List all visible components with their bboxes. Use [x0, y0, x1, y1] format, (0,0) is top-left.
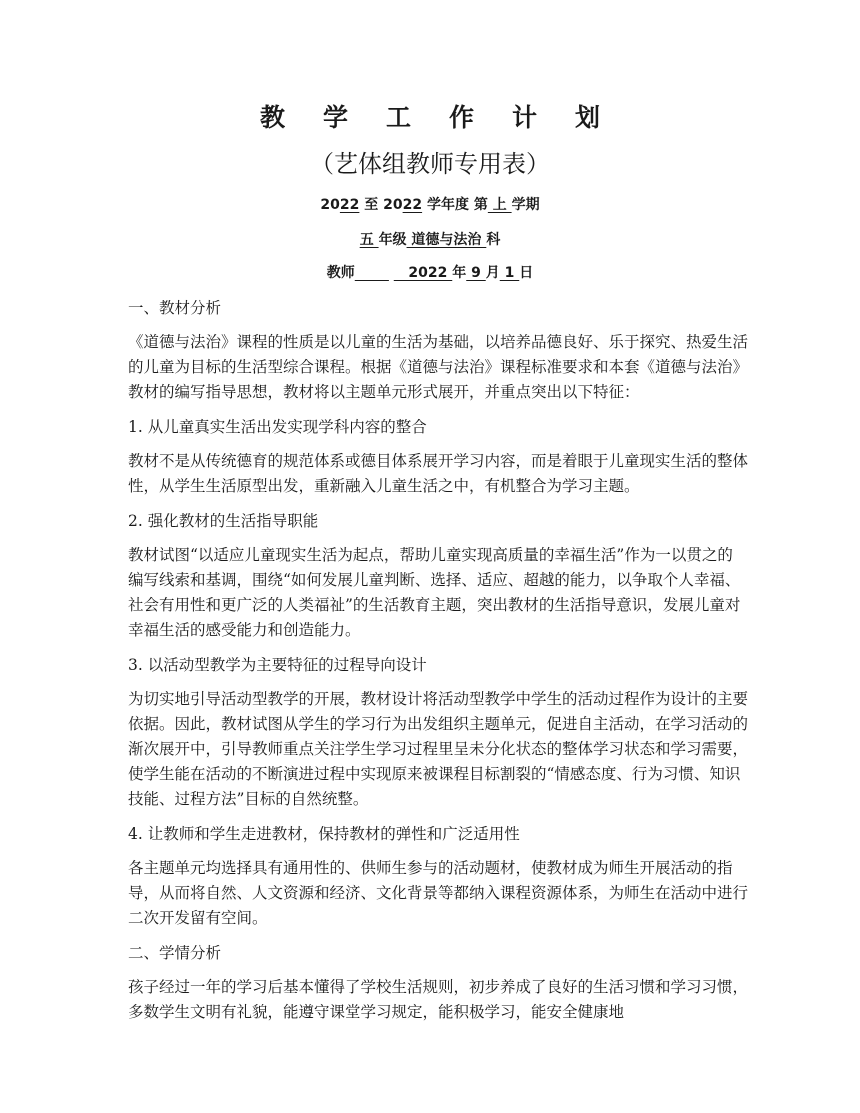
- year-start-prefix: 20: [320, 197, 340, 213]
- paragraph: 教材试图“以适应儿童现实生活为起点，帮助儿童实现高质量的幸福生活”作为一以贯之的编写线索和基调，围绕“如何发展儿童判断、选择、适应、超越的能力，以争取个人幸福、社会有用性和更广泛的人类福祉”的生活教育主题，突出教材的生活指导意识，发展儿童对幸福生活的感受能力和创造能力。: [128, 546, 741, 639]
- grade-subject-line: [0, 230, 860, 250]
- subject-label: 科: [486, 232, 501, 248]
- school-year-label: 学年度 第: [422, 197, 488, 213]
- school-year-line: [0, 195, 860, 215]
- teacher-blank: [355, 265, 389, 281]
- year-label: 年: [452, 265, 467, 281]
- grade-value: 五: [359, 232, 379, 248]
- term-value: 上: [487, 197, 512, 213]
- date-year: 2022: [393, 265, 453, 281]
- term-label: 学期: [511, 197, 540, 213]
- subject-value: 道德与法治: [406, 232, 487, 248]
- section-heading: 2. 强化教材的生活指导职能: [128, 512, 319, 530]
- date-month: 9: [466, 265, 486, 281]
- section-heading: 3. 以活动型教学为主要特征的过程导向设计: [128, 656, 427, 674]
- section-heading: 二、学情分析: [128, 944, 222, 962]
- teacher-label: 教师: [326, 265, 355, 281]
- document-body: [128, 296, 748, 1035]
- page-subtitle: （艺体组教师专用表）: [310, 150, 550, 178]
- date-day: 1: [499, 265, 520, 281]
- section-heading: 4. 让教师和学生走进教材，保持教材的弹性和广泛适用性: [128, 825, 520, 843]
- paragraph: 孩子经过一年的学习后基本懂得了学校生活规则，初步养成了良好的生活习惯和学习习惯，多数学生文明有礼貌，能遵守课堂学习规定，能积极学习，能安全健康地: [128, 978, 749, 1021]
- month-label: 月: [485, 265, 500, 281]
- paragraph: 各主题单元均选择具有通用性的、供师生参与的活动题材，使教材成为师生开展活动的指导，从而将自然、人文资源和经济、文化背景等都纳入课程资源体系，为师生在活动中进行二次开发留有空间。: [128, 859, 749, 927]
- page-title: 教学工作计划: [259, 103, 638, 132]
- to-label: 至: [359, 197, 384, 213]
- teacher-date-line: [0, 263, 860, 283]
- day-label: 日: [519, 265, 534, 281]
- year-start-suffix: 22: [339, 197, 360, 213]
- year-end-suffix: 22: [402, 197, 423, 213]
- paragraph: 《道德与法治》课程的性质是以儿童的生活为基础，以培养品德良好、乐于探究、热爱生活的儿童为目标的生活型综合课程。根据《道德与法治》课程标准要求和本套《道德与法治》教材的编写指导思想，教材将以主题单元形式展开，并重点突出以下特征：: [128, 333, 749, 401]
- paragraph: 为切实地引导活动型教学的开展，教材设计将活动型教学中学生的活动过程作为设计的主要依据。因此，教材试图从学生的学习行为出发组织主题单元，促进自主活动，在学习活动的渐次展开中，引导教师重点关注学生学习过程里呈未分化状态的整体学习状态和学习需要，使学生能在活动的不断演进过程中实现原来被课程目标割裂的“情感态度、行为习惯、知识技能、过程方法”目标的自然统整。: [128, 690, 749, 808]
- section-heading: 1. 从儿童真实生活出发实现学科内容的整合: [128, 418, 427, 436]
- grade-label: 年级: [378, 232, 407, 248]
- year-end-prefix: 20: [383, 197, 403, 213]
- section-heading: 一、教材分析: [128, 299, 222, 317]
- paragraph: 教材不是从传统德育的规范体系或德目体系展开学习内容，而是着眼于儿童现实生活的整体性，从学生生活原型出发，重新融入儿童生活之中，有机整合为学习主题。: [128, 452, 749, 495]
